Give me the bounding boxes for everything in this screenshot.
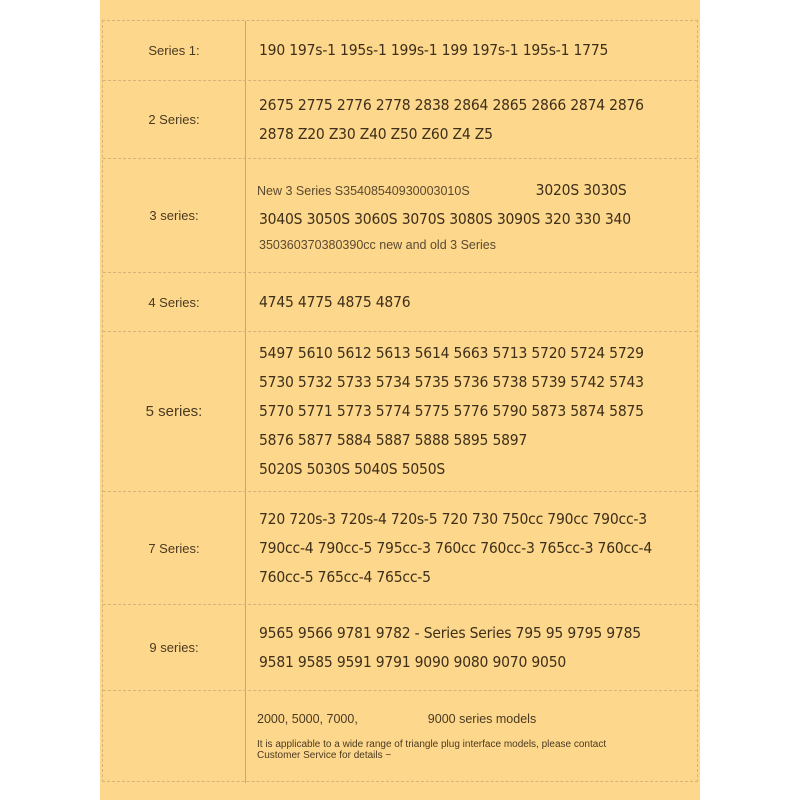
table-row-series-7 — [103, 492, 697, 605]
row-label — [103, 691, 245, 783]
row-content — [259, 332, 691, 491]
other-models-line — [257, 709, 691, 729]
row-content — [259, 21, 691, 80]
model-line: 720 720s-3 720s-4 720s-5 720 730 750cc 790cc 790cc-3 — [259, 509, 647, 528]
model-line: 5770 5771 5773 5774 5775 5776 5790 5873 5874 5875 — [259, 402, 644, 420]
model-line: 760cc-5 765cc-4 765cc-5 — [259, 567, 431, 586]
table-row-series-1 — [103, 21, 697, 81]
model-line: 190 197s-1 195s-1 199s-1 199 197s-1 195s-1 1775 — [259, 41, 609, 59]
table-row-series-3 — [103, 159, 697, 273]
row-label: 9 series: — [149, 640, 199, 655]
row-content — [259, 273, 691, 331]
table-row-series-9 — [103, 605, 697, 691]
model-line: 5730 5732 5733 5734 5735 5736 5738 5739 5742 5743 — [259, 373, 644, 391]
model-line: 4745 4775 4875 4876 — [259, 292, 411, 311]
row-content — [257, 691, 691, 783]
model-line: 9565 9566 9781 9782 - Series Series 795 95 9795 9785 — [259, 623, 641, 642]
footnote-line-1: It is applicable to a wide range of triangle plug interface models, please contact — [257, 739, 607, 750]
series-note-bottom: 350360370380390cc new and old 3 Series — [259, 237, 496, 252]
model-line: 9581 9585 9591 9791 9090 9080 9070 9050 — [259, 652, 567, 671]
row-label: 4 Series: — [148, 294, 200, 310]
model-line: 5020S 5030S 5040S 5050S — [259, 460, 446, 478]
table-row-series-4 — [103, 273, 697, 332]
model-line: 2675 2775 2776 2778 2838 2864 2865 2866 2874 2876 — [259, 95, 644, 114]
table-row-other-models — [103, 691, 697, 783]
model-line: 790cc-4 790cc-5 795cc-3 760cc 760cc-3 765cc-3 760cc-4 — [259, 538, 652, 557]
column-divider — [245, 691, 246, 783]
row-label: 5 series: — [145, 403, 203, 420]
column-divider — [245, 159, 246, 272]
table-row-series-2 — [103, 81, 697, 159]
series-note-top: New 3 Series S35408540930003010S — [257, 183, 470, 198]
column-divider — [245, 332, 246, 491]
model-line: 5876 5877 5884 5887 5888 5895 5897 — [259, 431, 528, 449]
model-line: 2878 Z20 Z30 Z40 Z50 Z60 Z4 Z5 — [259, 124, 493, 143]
compatibility-table — [102, 20, 698, 782]
model-line: 5497 5610 5612 5613 5614 5663 5713 5720 5724 5729 — [259, 344, 644, 362]
row-label: 3 series: — [149, 208, 199, 223]
row-content — [259, 605, 691, 690]
footnote-line-2: Customer Service for details ~ — [257, 750, 392, 761]
table-row-series-5 — [103, 332, 697, 492]
models-left: 2000, 5000, 7000, — [257, 712, 358, 726]
row-label: 7 Series: — [148, 540, 200, 556]
column-divider — [245, 21, 246, 80]
column-divider — [245, 81, 246, 158]
row-content — [259, 492, 691, 604]
row-label: 2 Series: — [148, 112, 200, 127]
column-divider — [245, 273, 246, 331]
column-divider — [245, 492, 246, 604]
column-divider — [245, 605, 246, 690]
model-line: 3040S 3050S 3060S 3070S 3080S 3090S 320 330 340 — [259, 209, 631, 228]
model-line: 3020S 3030S — [535, 180, 627, 199]
row-content — [259, 81, 691, 158]
row-label: Series 1: — [148, 43, 200, 58]
models-right: 9000 series models — [427, 712, 537, 726]
compatibility-panel — [100, 0, 700, 800]
spacer — [257, 729, 691, 739]
row-content — [257, 159, 691, 272]
